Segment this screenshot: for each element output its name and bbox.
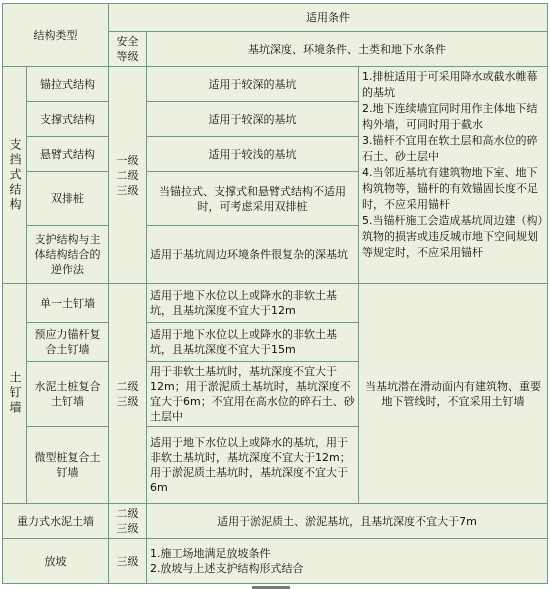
structure-type-cell: 锚拉式结构	[26, 66, 109, 102]
safety-level-cell: 三级	[108, 538, 147, 584]
structure-type-cell: 双排桩	[26, 171, 109, 226]
condition-cell: 当锚拉式、支撑式和悬臂式结构不适用时，可考虑采用双排桩	[146, 171, 359, 226]
structure-type-cell: 水泥土桩复合土钉墙	[26, 361, 109, 427]
condition-cell: 适用于地下水位以上或降水的非软土基坑，且基坑深度不宜大于15m	[146, 322, 359, 362]
header-applicable-conditions: 适用条件	[108, 3, 548, 32]
condition-cell: 用于非软土基坑时，基坑深度不宜大于12m；用于淤泥质土基坑时，基坑深度不宜大于6m；不宜用在高水位的碎石土、砂土层中	[146, 361, 359, 427]
notes-cell: 1.排桩适用于可采用降水或截水帷幕的基坑 2.地下连续墙宜同时用作主体地下结构外墙，可同时用于截水 3.锚杆不宜用在软土层和高水位的碎石土、砂土层中 4.当邻近基坑有建筑物地下室、地下构筑物等，锚杆的有效锚固长度不足时，不应采用锚杆 5.当锚杆施工会造成基坑周边建（构）筑物的损害或违反城市地下空间规划等规定时，不应采用锚杆	[358, 66, 548, 284]
notes-cell: 当基坑潜在滑动面内有建筑物、重要地下管线时，不宜采用土钉墙	[358, 283, 548, 504]
condition-cell: 适用于地下水位以上或降水的基坑，用于非软土基坑时，基坑深度不宜大于12m；用于淤泥质土基坑时，基坑深度不宜大于6m	[146, 426, 359, 504]
structure-type-cell: 微型桩复合土钉墙	[26, 426, 109, 504]
header-condition-description: 基坑深度、环境条件、土类和地下水条件	[146, 31, 548, 67]
structure-type-cell: 预应力锚杆复合土钉墙	[26, 322, 109, 362]
safety-level-cell: 一级 二级 三级	[108, 66, 147, 284]
structure-type-cell: 悬臂式结构	[26, 136, 109, 172]
structure-type-cell: 支护结构与主体结构结合的逆作法	[26, 225, 109, 284]
group-label-retaining-structure: 支挡式结构	[2, 66, 27, 284]
safety-level-cell: 二级 三级	[108, 283, 147, 504]
header-structure-type: 结构类型	[2, 3, 109, 67]
structure-type-cell: 支撑式结构	[26, 101, 109, 137]
structure-type-cell: 单一土钉墙	[26, 283, 109, 323]
condition-cell: 适用于地下水位以上或降水的非软土基坑，且基坑深度不宜大于12m	[146, 283, 359, 323]
condition-cell: 适用于基坑周边环境条件很复杂的深基坑	[146, 225, 359, 284]
condition-cell: 适用于较深的基坑	[146, 101, 359, 137]
condition-cell: 适用于淤泥质土、淤泥基坑，且基坑深度不宜大于7m	[146, 503, 548, 539]
condition-cell: 适用于较浅的基坑	[146, 136, 359, 172]
safety-level-cell: 二级 三级	[108, 503, 147, 539]
group-label-soil-nail-wall: 土钉墙	[2, 283, 27, 504]
structure-type-slope: 放坡	[2, 538, 109, 584]
condition-cell: 适用于较深的基坑	[146, 66, 359, 102]
condition-cell: 1.施工场地满足放坡条件 2.放坡与上述支护结构形式结合	[146, 538, 548, 584]
structure-type-gravity-wall: 重力式水泥土墙	[2, 503, 109, 539]
header-safety-level: 安全 等级	[108, 31, 147, 67]
